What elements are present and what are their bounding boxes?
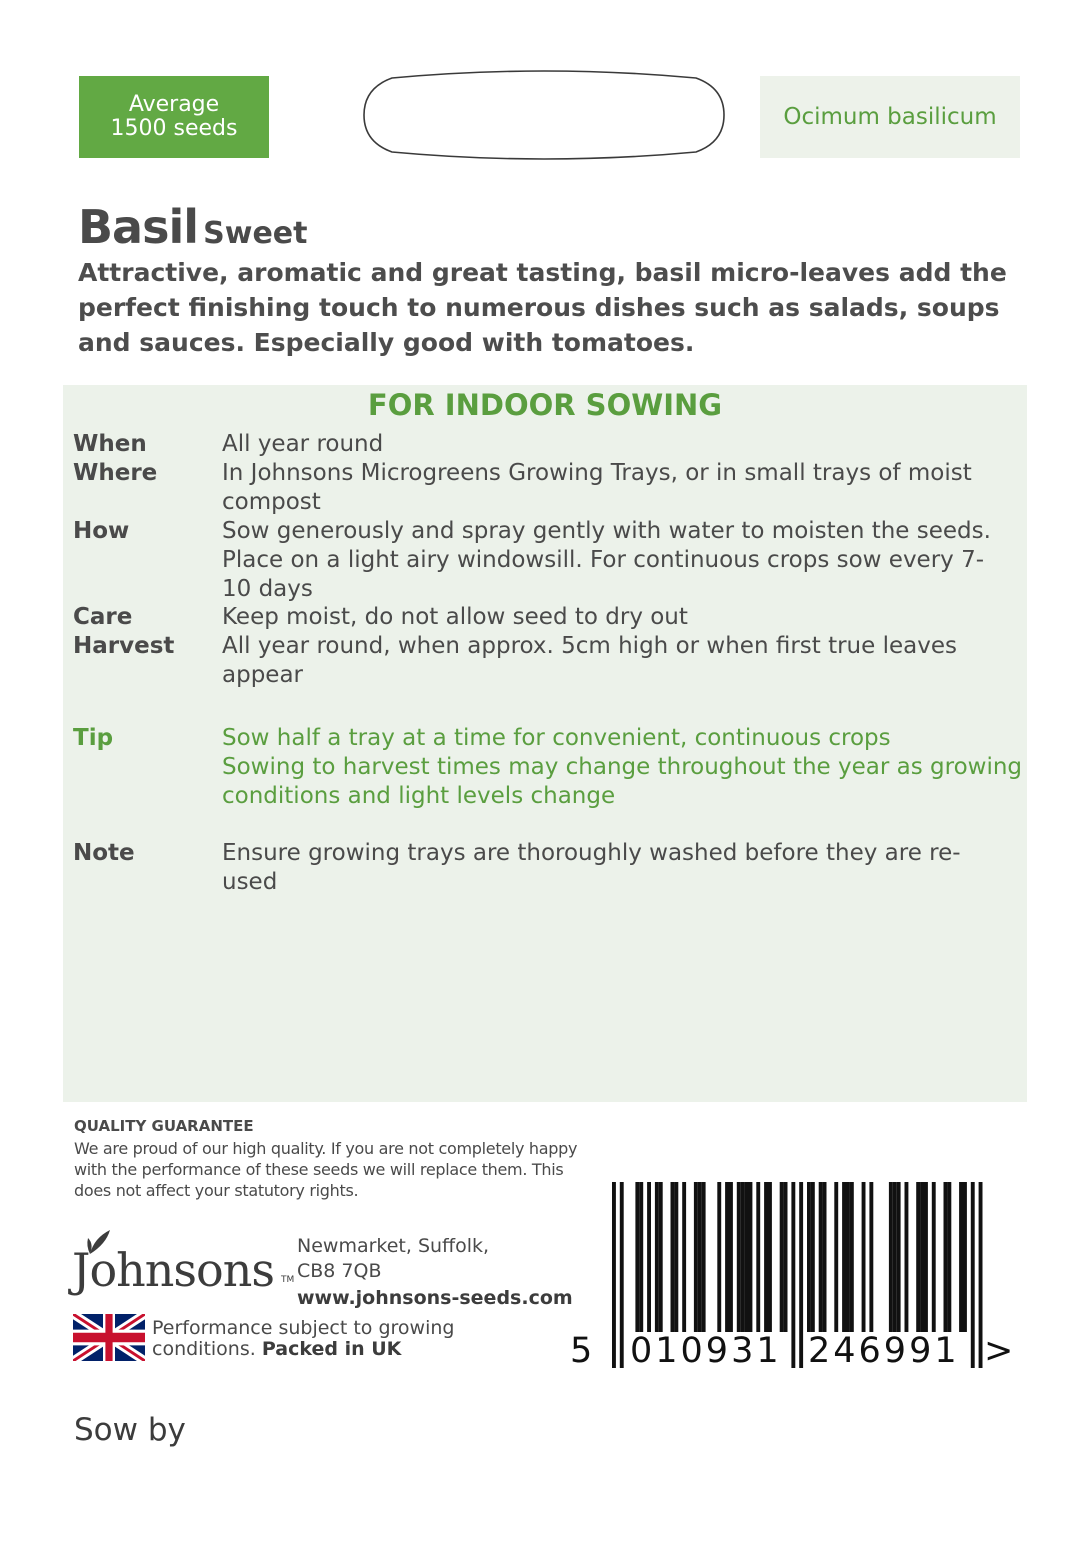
tip-value-2: Sowing to harvest times may change throughout the year as growing conditions and light levels change bbox=[222, 754, 1023, 809]
how-label: How bbox=[73, 518, 130, 544]
barcode-bar bbox=[823, 1182, 827, 1332]
packet-window-outline bbox=[362, 68, 726, 162]
barcode-bar bbox=[764, 1182, 768, 1332]
barcode-bar bbox=[897, 1182, 901, 1332]
barcode-right-group: 246991 bbox=[808, 1331, 960, 1371]
uk-flag-icon bbox=[73, 1314, 145, 1361]
barcode-bar bbox=[612, 1182, 616, 1368]
barcode-bar bbox=[635, 1182, 639, 1332]
website-link[interactable]: www.johnsons-seeds.com bbox=[297, 1287, 573, 1309]
barcode-bar bbox=[791, 1182, 795, 1368]
barcode-bar bbox=[920, 1182, 924, 1332]
barcode-bar bbox=[620, 1182, 624, 1368]
barcode-bar bbox=[889, 1182, 893, 1332]
harvest-label: Harvest bbox=[73, 633, 175, 659]
barcode-bar bbox=[671, 1182, 675, 1332]
product-description: Attractive, aromatic and great tasting, basil micro-leaves add the perfect finishing touch to numerous dishes such as salads, soups and sauces. Especially good with tomatoes. bbox=[78, 258, 1007, 357]
barcode-marker: > bbox=[984, 1331, 1014, 1371]
performance-text: Performance subject to growing conditions. bbox=[152, 1317, 455, 1360]
barcode-first-digit: 5 bbox=[570, 1331, 593, 1371]
barcode-bar bbox=[741, 1182, 745, 1332]
barcode-bar bbox=[768, 1182, 772, 1332]
guarantee-text: We are proud of our high quality. If you are not completely happy with the performance of these seeds we will replace them. This does not affect your statutory rights. bbox=[74, 1139, 578, 1200]
sow-by-label: Sow by bbox=[74, 1412, 186, 1448]
care-value: Keep moist, do not allow seed to dry out bbox=[222, 604, 688, 630]
barcode-bar bbox=[745, 1182, 749, 1332]
barcode-bar bbox=[932, 1182, 936, 1332]
barcode-bar bbox=[639, 1182, 643, 1332]
barcode-bar bbox=[905, 1182, 909, 1332]
note-value: Ensure growing trays are thoroughly washed before they are re-used bbox=[222, 840, 961, 895]
guarantee-title: QUALITY GUARANTEE bbox=[74, 1117, 254, 1135]
address-line1: Newmarket, Suffolk, bbox=[297, 1235, 490, 1257]
barcode-bar bbox=[737, 1182, 741, 1332]
barcode-bar bbox=[862, 1182, 866, 1332]
barcode-bar bbox=[842, 1182, 846, 1332]
seed-count-line1: Average bbox=[128, 92, 220, 117]
barcode-bar bbox=[717, 1182, 721, 1332]
barcode-bar bbox=[811, 1182, 815, 1332]
trademark-mark: TM bbox=[281, 1275, 295, 1285]
latin-name-box bbox=[760, 76, 1020, 158]
barcode-bar bbox=[725, 1182, 729, 1332]
barcode-bar bbox=[780, 1182, 784, 1332]
product-title bbox=[78, 200, 307, 254]
note-label: Note bbox=[73, 840, 135, 866]
barcode-bar bbox=[749, 1182, 753, 1332]
address-line2: CB8 7QB bbox=[297, 1260, 382, 1282]
performance-note bbox=[152, 1318, 512, 1360]
barcode-bar bbox=[944, 1182, 948, 1332]
product-name: Basil bbox=[78, 200, 199, 254]
barcode-bar bbox=[971, 1182, 975, 1368]
barcode-bar bbox=[674, 1182, 678, 1332]
barcode-bar bbox=[869, 1182, 873, 1332]
barcode-bar bbox=[799, 1182, 803, 1368]
barcode-bar bbox=[846, 1182, 850, 1332]
barcode-bar bbox=[784, 1182, 788, 1332]
where-value: In Johnsons Microgreens Growing Trays, or in small trays of moist compost bbox=[222, 460, 972, 515]
barcode-bar bbox=[756, 1182, 760, 1332]
barcode-bar bbox=[947, 1182, 951, 1332]
barcode-bar bbox=[694, 1182, 698, 1332]
barcode-bar bbox=[702, 1182, 706, 1332]
when-label: When bbox=[73, 431, 147, 457]
barcode-bar bbox=[924, 1182, 928, 1332]
barcode bbox=[568, 1178, 1018, 1378]
barcode-bar bbox=[850, 1182, 854, 1332]
latin-name: Ocimum basilicum bbox=[783, 104, 997, 130]
sowing-heading: FOR INDOOR SOWING bbox=[367, 388, 723, 422]
harvest-value: All year round, when approx. 5cm high or when first true leaves appear bbox=[222, 633, 957, 688]
seed-count-badge bbox=[79, 76, 269, 158]
barcode-bar bbox=[698, 1182, 702, 1332]
tip-label: Tip bbox=[73, 725, 114, 751]
where-label: Where bbox=[73, 460, 158, 486]
barcode-bar bbox=[834, 1182, 838, 1332]
when-value: All year round bbox=[222, 431, 384, 457]
barcode-left-group: 010931 bbox=[630, 1331, 782, 1371]
packed-in-text: Packed in UK bbox=[261, 1338, 402, 1360]
barcode-bar bbox=[655, 1182, 659, 1332]
barcode-bar bbox=[959, 1182, 963, 1332]
barcode-bar bbox=[807, 1182, 811, 1332]
address bbox=[297, 1234, 489, 1284]
barcode-bar bbox=[647, 1182, 651, 1332]
johnsons-logo: Johnsons bbox=[72, 1243, 274, 1297]
product-variety: Sweet bbox=[203, 216, 308, 251]
barcode-bar bbox=[916, 1182, 920, 1332]
how-value: Sow generously and spray gently with water to moisten the seeds. Place on a light airy windowsill. For continuous crops sow every 7-10 days bbox=[222, 518, 991, 602]
barcode-bar bbox=[819, 1182, 823, 1332]
tip-value-1: Sow half a tray at a time for convenient, continuous crops bbox=[222, 725, 891, 751]
barcode-bar bbox=[682, 1182, 686, 1332]
barcode-bar bbox=[729, 1182, 733, 1332]
seed-count-line2: 1500 seeds bbox=[110, 116, 238, 141]
barcode-bar bbox=[979, 1182, 983, 1368]
barcode-bar bbox=[963, 1182, 967, 1332]
barcode-bar bbox=[659, 1182, 663, 1332]
barcode-bar bbox=[893, 1182, 897, 1332]
care-label: Care bbox=[73, 604, 133, 630]
